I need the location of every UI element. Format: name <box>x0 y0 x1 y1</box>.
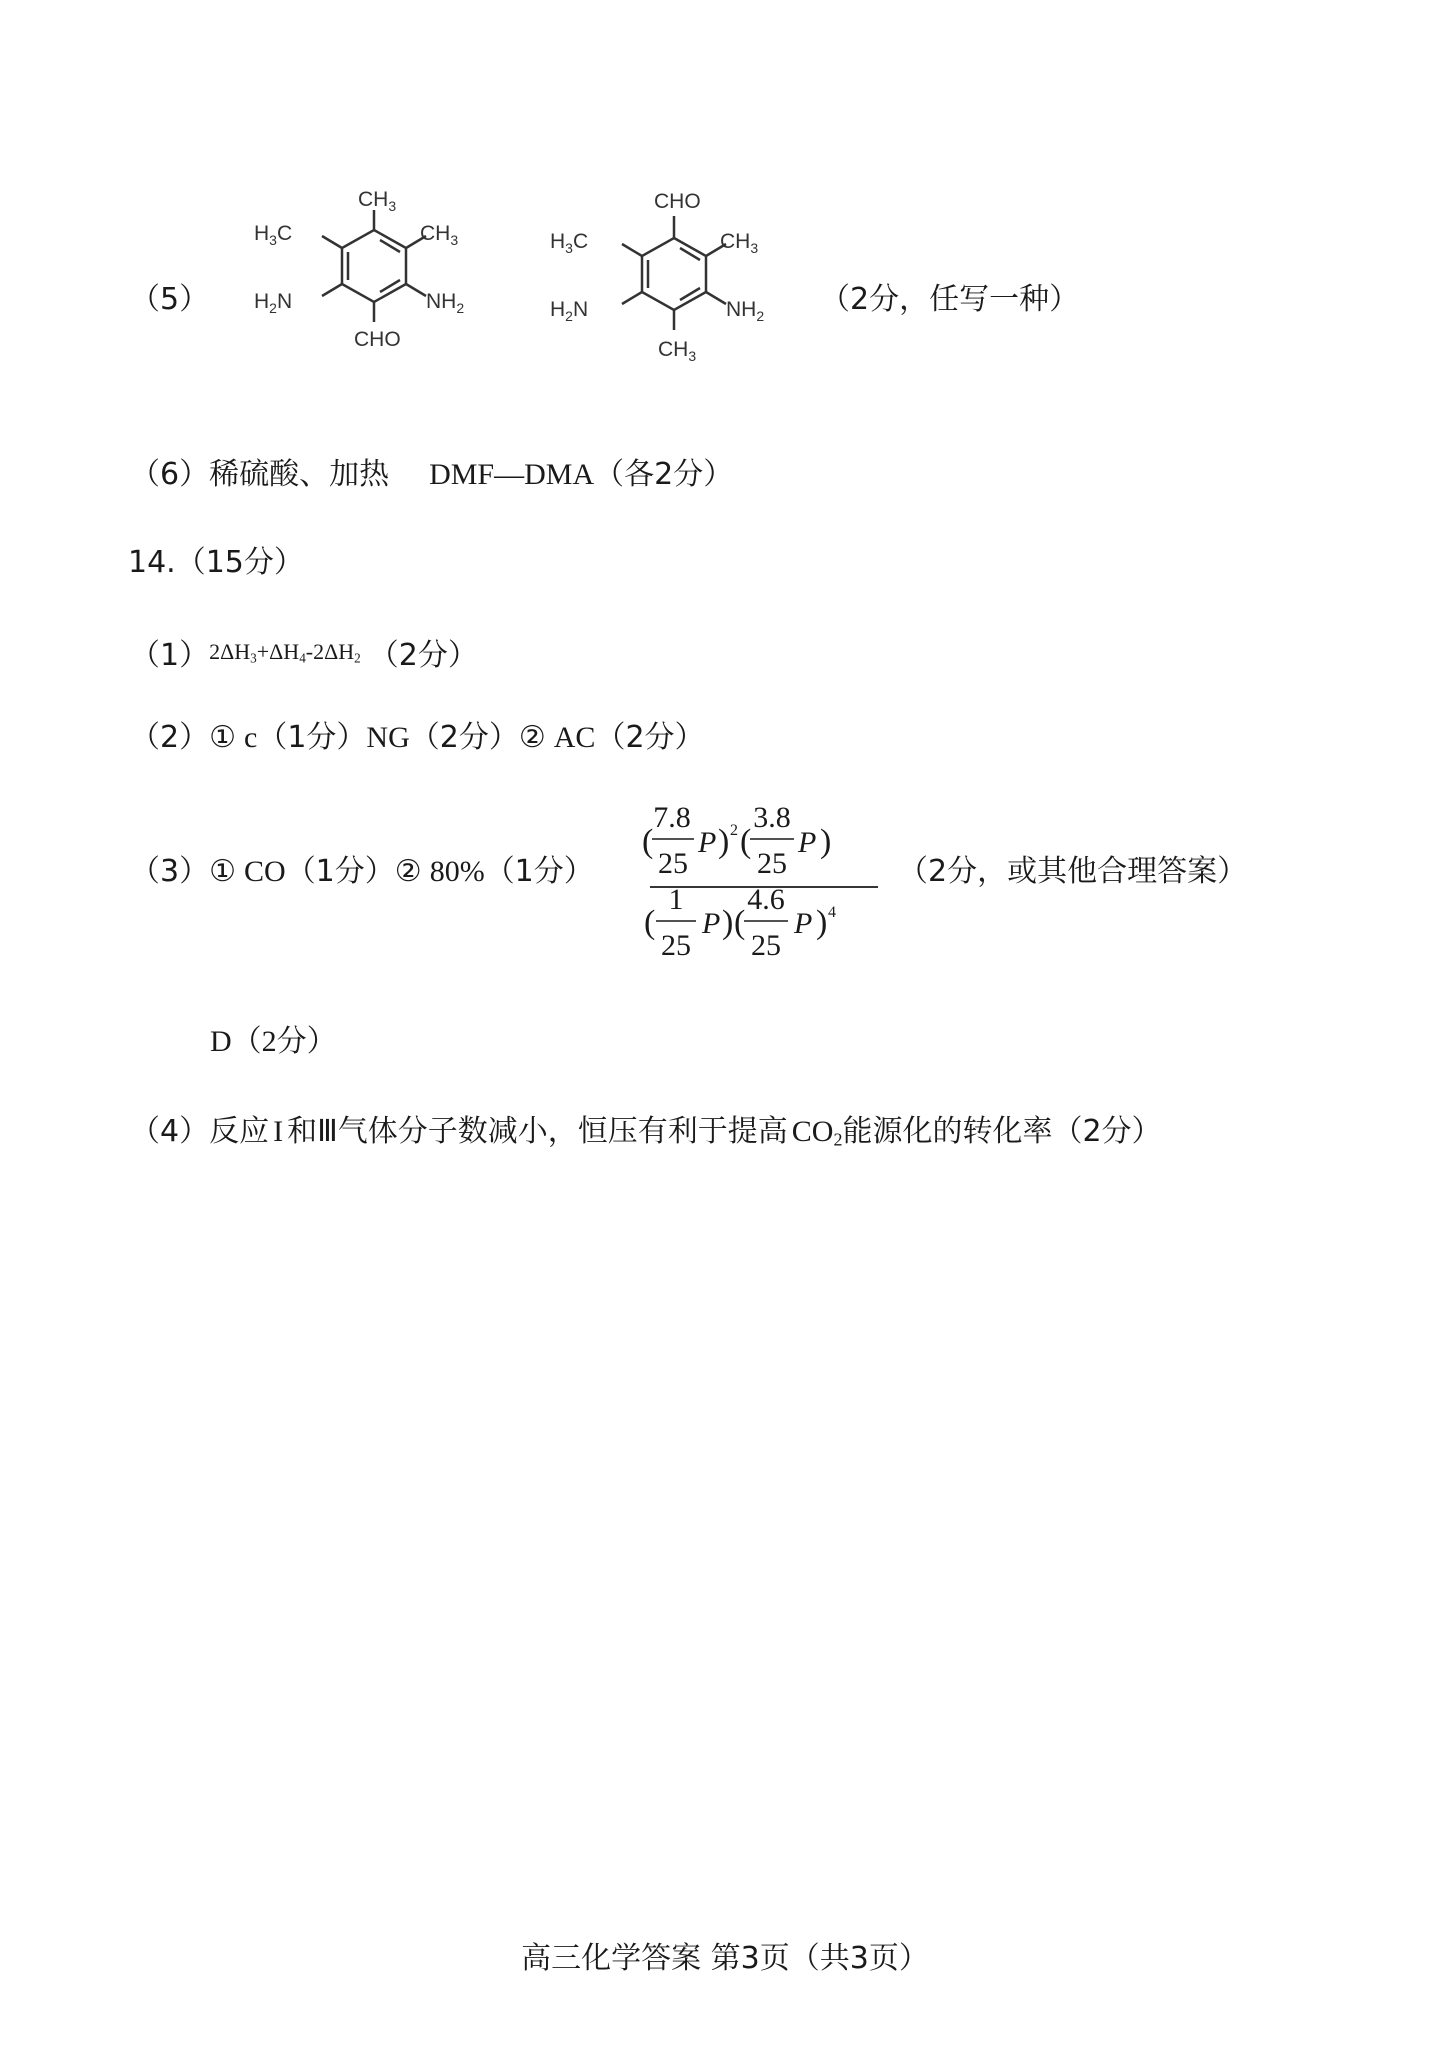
reaction-I: I <box>273 1115 284 1148</box>
circle-1: ① <box>209 854 236 889</box>
circle-2: ② <box>394 854 422 889</box>
svg-text:): ) <box>722 904 734 941</box>
svg-text:(: ( <box>642 823 654 860</box>
mol2-bottom-left: $H_2N$ <box>550 298 589 324</box>
p2-s3: （2分） <box>595 720 705 755</box>
svg-text:(: ( <box>644 904 656 941</box>
svg-text:3.8: 3.8 <box>753 801 791 834</box>
q6-label: （6） <box>130 457 210 492</box>
molecule-structure-2 <box>550 180 790 380</box>
svg-text:25: 25 <box>751 929 781 962</box>
svg-text:(: ( <box>740 823 752 860</box>
q5-label: （5） <box>130 282 210 317</box>
svg-text:4.6: 4.6 <box>747 883 785 916</box>
svg-text:P: P <box>698 826 717 859</box>
co2-formula: $CO_2$ <box>791 1115 843 1150</box>
mol2-bottom-right: $NH_2$ <box>726 298 765 324</box>
p1-score: （2分） <box>368 638 478 673</box>
p3-line <box>130 852 594 892</box>
q6-line <box>130 455 733 495</box>
p3-extra: D（2分） <box>210 1025 337 1058</box>
circle-2: ② <box>518 720 546 755</box>
p4-label: （4） <box>130 1114 210 1149</box>
p3-s2: （1分） <box>484 854 594 889</box>
p2-line <box>130 718 705 758</box>
svg-text:(: ( <box>734 904 746 941</box>
mol1-top-right: $CH_3$ <box>420 222 459 248</box>
p2-ans1: c <box>244 721 258 754</box>
svg-text:25: 25 <box>658 847 688 880</box>
q14-title: 14.（15分） <box>128 545 304 580</box>
svg-text:P: P <box>702 907 721 940</box>
svg-text:P: P <box>794 907 813 940</box>
q5-score: （2分，任写一种） <box>820 282 1080 317</box>
mol1-bottom-left: $H_2N$ <box>254 290 293 316</box>
p1-label: （1） <box>130 638 210 673</box>
p2-ans2: NG <box>366 721 410 754</box>
svg-text:25: 25 <box>661 929 691 962</box>
circle-1: ① <box>209 720 236 755</box>
p3-ans2: 80% <box>429 855 485 888</box>
mol1-top-left: $H_3C$ <box>254 222 293 248</box>
svg-text:): ) <box>816 904 828 941</box>
mol2-top: CHO <box>654 190 701 213</box>
mol1-bottom-right: $NH_2$ <box>426 290 465 316</box>
p3-ans1: CO <box>244 855 286 888</box>
svg-text:P: P <box>798 826 817 859</box>
mol1-top: $CH_3$ <box>358 188 397 214</box>
svg-text:): ) <box>820 823 832 860</box>
svg-text:7.8: 7.8 <box>653 801 691 834</box>
p2-s1: （1分） <box>257 720 367 755</box>
svg-text:25: 25 <box>757 847 787 880</box>
p2-ans3: AC <box>553 721 596 754</box>
p3-score: （2分，或其他合理答案） <box>898 854 1248 889</box>
p1-line <box>130 632 478 678</box>
p1-formula: 2ΔH3+ΔH4-2ΔH2 <box>209 639 361 666</box>
molecule-structure-1 <box>250 180 490 380</box>
mol2-top-right: $CH_3$ <box>720 230 759 256</box>
p2-s2: （2分） <box>409 720 519 755</box>
svg-text:4: 4 <box>828 904 836 921</box>
svg-text:2: 2 <box>730 822 738 839</box>
p4-line: （4）反应 I 和Ⅲ气体分子数减小，恒压有利于提高 $CO_2$能源化的转化率（2分） <box>130 1114 1162 1150</box>
q6-score: （各2分） <box>594 457 734 492</box>
q6-text2: DMF—DMA <box>429 458 595 491</box>
svg-text:1: 1 <box>668 883 684 916</box>
p3-label: （3） <box>130 854 210 889</box>
q6-text1: 稀硫酸、加热 <box>209 457 390 492</box>
reaction-III: Ⅲ <box>317 1114 338 1149</box>
page-footer: 高三化学答案 第3页（共3页） <box>521 1941 929 1976</box>
mol2-bottom: $CH_3$ <box>658 338 697 364</box>
mol2-top-left: $H_3C$ <box>550 230 589 256</box>
p3-s1: （1分） <box>285 854 395 889</box>
svg-text:): ) <box>718 823 730 860</box>
mol1-bottom: CHO <box>354 328 401 351</box>
p2-label: （2） <box>130 720 210 755</box>
equilibrium-constant-fraction <box>642 795 892 985</box>
